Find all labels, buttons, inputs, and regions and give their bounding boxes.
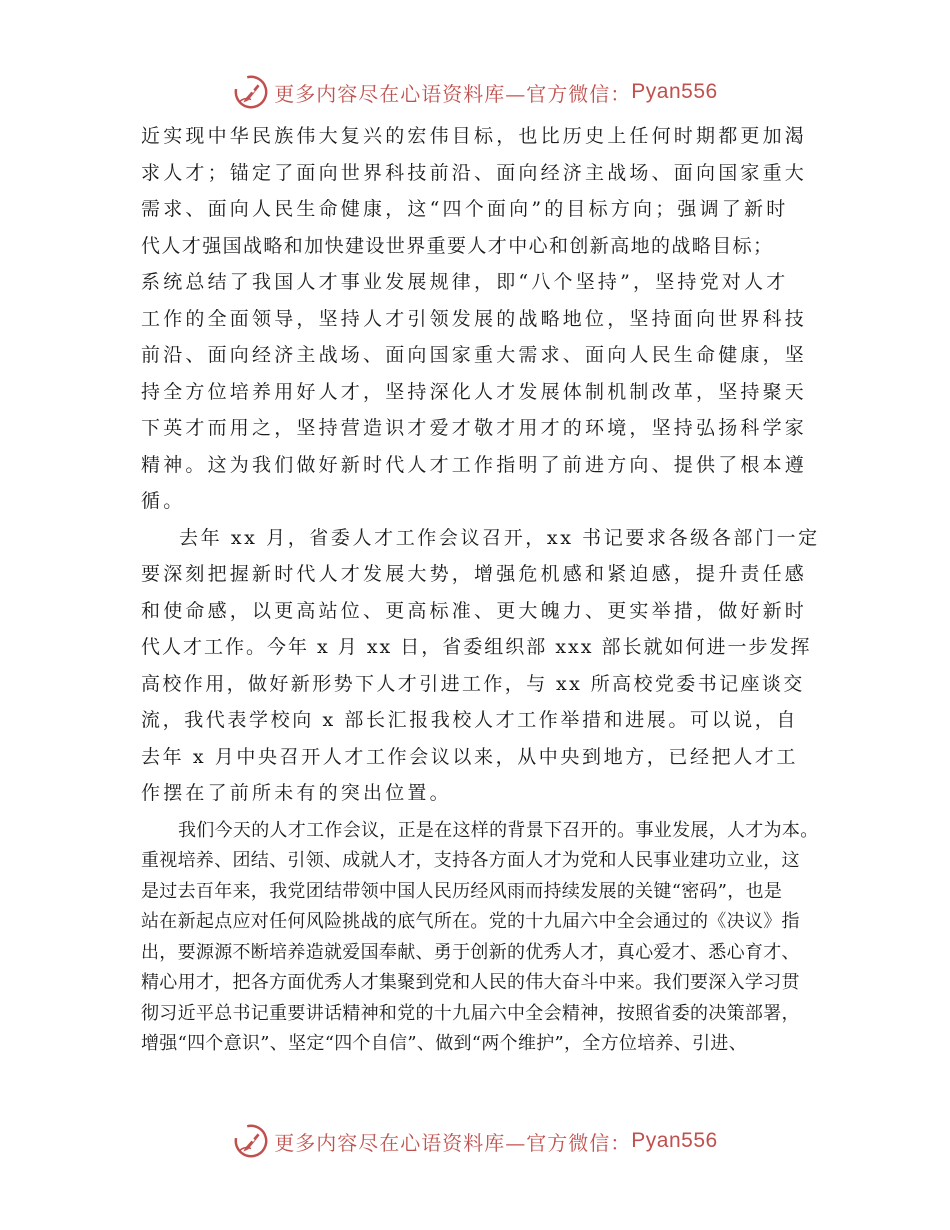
footer-text: 更多内容尽在心语资料库—官方微信： [274,1130,632,1155]
text-line: 前沿、面向经济主战场、面向国家重大需求、面向人民生命健康，坚 [141,344,808,366]
text-line: 出，要源源不断培养造就爱国奉献、勇于创新的优秀人才，真心爱才、悉心育才、 [141,941,800,963]
text-line: 去年 xx 月，省委人才工作会议召开，xx 书记要求各级各部门一定 [179,526,820,549]
header-text: 更多内容尽在心语资料库—官方微信： [274,81,632,106]
text-line: 我们今天的人才工作会议，正是在这样的背景下召开的。事业发展，人才为本。 [178,819,819,841]
text-line: 工作的全面领导，坚持人才引领发展的战略地位，坚持面向世界科技 [141,307,808,330]
text-line: 流，我代表学校向 x 部长汇报我校人才工作举措和进展。可以说，自 [141,709,798,731]
text-line: 和使命感，以更高站位、更高标准、更大魄力、更实举措，做好新时 [141,599,808,622]
text-line: 需求、面向人民生命健康，这“四个面向”的目标方向；强调了新时 [141,198,789,220]
text-line: 代人才强国战略和加快建设世界重要人才中心和创新高地的战略目标； [141,234,774,257]
header-contact: Pyan556 [631,80,718,103]
paragraph-3 [141,816,819,1060]
footer-banner [0,1121,950,1161]
text-line: 近实现中华民族伟大复兴的宏伟目标，也比历史上任何时期都更加渴 [141,125,808,147]
text-line: 循。 [141,490,186,512]
pen-nib-seal-icon [232,73,270,111]
text-line: 要深刻把握新时代人才发展大势，增强危机感和紧迫感，提升责任感 [141,563,808,585]
text-line: 系统总结了我国人才事业发展规律，即“八个坚持”，坚持党对人才 [141,271,789,293]
document-body [141,118,820,1060]
text-line: 代人才工作。今年 x 月 xx 日，省委组织部 xxx 部长就如何进一步发挥 [141,636,812,658]
header-banner [0,72,950,112]
footer-contact: Pyan556 [631,1129,718,1152]
text-line: 是过去百年来，我党团结带领中国人民历经风雨而持续发展的关键“密码”，也是 [141,880,783,902]
text-line: 站在新起点应对任何风险挑战的底气所在。党的十九届六中全会通过的《决议》指 [141,911,800,932]
text-line: 重视培养、团结、引领、成就人才，支持各方面人才为党和人民事业建功立业，这 [141,850,800,871]
text-line: 下英才而用之，坚持营造识才爱才敬才用才的环境，坚持弘扬科学家 [141,417,808,439]
paragraph-2 [141,520,820,812]
text-line: 作摆在了前所未有的突出位置。 [141,782,452,804]
text-line: 去年 x 月中央召开人才工作会议以来，从中央到地方，已经把人才工 [141,745,798,768]
pen-nib-seal-icon [232,1122,270,1160]
text-line: 持全方位培养用好人才，坚持深化人才发展体制机制改革，坚持聚天 [141,380,808,403]
text-line: 精心用才，把各方面优秀人才集聚到党和人民的伟大奋斗中来。我们要深入学习贯 [141,972,800,993]
text-line: 增强“四个意识”、坚定“四个自信”、做到“两个维护”，全方位培养、引进、 [141,1033,748,1054]
text-line: 彻习近平总书记重要讲话精神和党的十九届六中全会精神，按照省委的决策部署， [141,1002,800,1024]
paragraph-1 [141,118,816,520]
text-line: 精神。这为我们做好新时代人才工作指明了前进方向、提供了根本遵 [141,453,808,476]
text-line: 高校作用，做好新形势下人才引进工作，与 xx 所高校党委书记座谈交 [141,672,805,695]
text-line: 求人才；锚定了面向世界科技前沿、面向经济主战场、面向国家重大 [141,161,808,184]
